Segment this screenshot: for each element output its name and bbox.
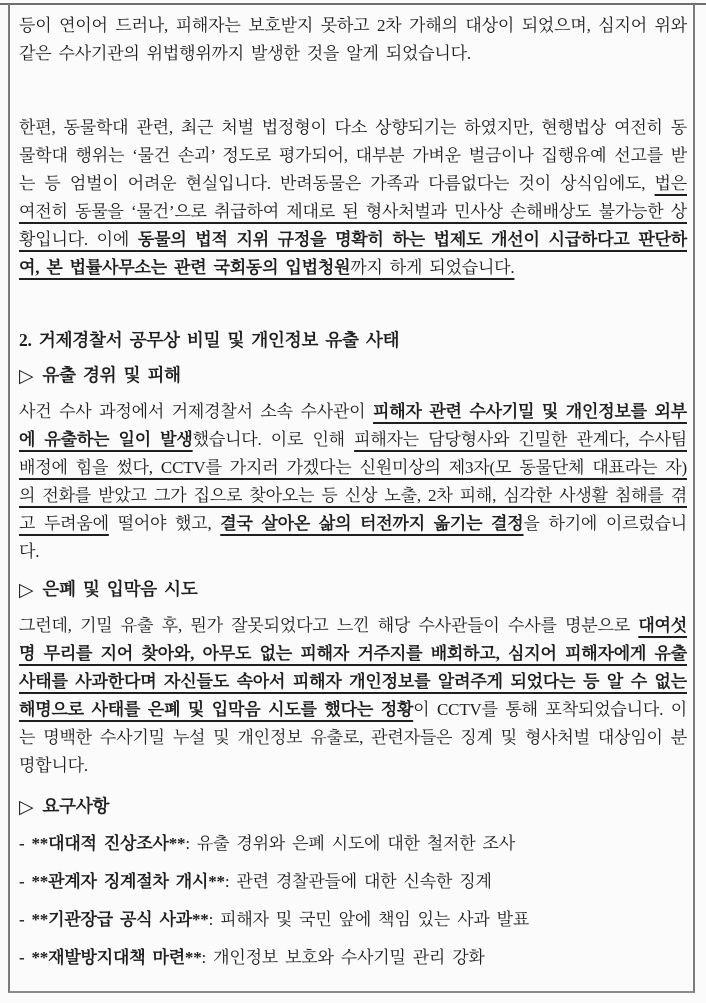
requirement-item-prevention [19, 944, 687, 972]
text-run-bold-underline: 동물의 법적 지위 규정을 명확히 하는 법제도 개선이 시급하다고 판단하여, 본 법률사무소는 관련 국회동의 입법청원 [19, 230, 688, 277]
paragraph-coverup-details [19, 612, 687, 780]
text-run: 떨어야 했고, [108, 514, 221, 533]
requirement-head: - **대대적 진상조사** [19, 834, 186, 853]
text-run: 이 CCTV를 통해 포착되었습니다. 이는 명백한 수사기밀 누설 및 개인정보 유출로, 관련자들은 징계 및 형사처벌 대상임이 분명합니다. [19, 700, 687, 775]
paragraph-animal-law [19, 114, 687, 282]
text-run-bold-underline: 대여섯명 무리를 지어 찾아와, 아무도 없는 피해자 거주지를 배회하고, 심지어 피해자에게 유출사태를 사과한다며 자신들도 속아서 피해자 개인정보를 알려주게 되었다는 등 알 수 없는 해명으로 사태를 은폐 및 입막음 시도를 했다는 정황 [19, 616, 687, 719]
requirement-body: : 개인정보 보호와 수사기밀 관리 강화 [201, 948, 485, 967]
subheading-coverup-attempt [19, 575, 687, 604]
text-run-underline: 법은 여전히 동물을 ‘물건’으로 취급하여 제대로 된 형사처벌과 민사상 손해배상도 불가능한 상황입니다. 이에 [19, 174, 687, 249]
section-heading-2 [19, 326, 687, 354]
subheading-text: 요구사항 [42, 796, 110, 816]
requirement-item-discipline [19, 868, 687, 896]
subheading-text: 유출 경위 및 피해 [42, 365, 181, 385]
section-heading-text: 2. 거제경찰서 공무상 비밀 및 개인정보 유출 사태 [19, 330, 400, 350]
requirement-head: - **관계자 징계절차 개시** [19, 872, 225, 891]
paragraph-secondary-harm [19, 12, 687, 68]
paragraph-leak-incident [19, 398, 687, 566]
text-run: 했습니다. 이로 인해 [192, 430, 355, 449]
requirement-item-apology [19, 906, 687, 934]
text-run: 사건 수사 과정에서 거제경찰서 소속 수사관이 [19, 402, 374, 421]
text-run-underline: 피해자는 담당형사와 긴밀한 관계다, 수사팀 배정에 힘을 썼다, CCTV를 가지러 가겠다는 신원미상의 제3자(모 동물단체 대표라는 자)의 전화를 받았고 그가 집으로 찾아오는 등 신상 노출, 2차 피해, 심각한 사생활 침해를 겪고 두려움에 [19, 430, 687, 533]
text-run-bold-underline: 결국 살아온 삶의 터전까지 옮기는 결정 [220, 514, 524, 533]
subheading-demands [19, 792, 687, 821]
triangle-bullet-icon: ▷ [19, 580, 34, 601]
requirement-head: - **재발방지대책 마련** [19, 948, 202, 967]
text-run: 한편, 동물학대 관련, 최근 처벌 법정형이 다소 상향되기는 하였지만, 현행법상 여전히 동물학대 행위는 ‘물건 손괴’ 정도로 평가되어, 대부분 가벼운 벌금이나 집행유예 선고를 받는 등 엄벌이 어려운 현실입니다. 반려동물은 가족과 다름없다는 것이 상식임에도, [19, 118, 687, 193]
text-run-underline: 까지 하게 되었습니다. [350, 258, 515, 277]
requirement-item-investigation [19, 830, 687, 858]
requirement-head: - **기관장급 공식 사과** [19, 910, 209, 929]
text-run-bold-underline: 피해자 관련 수사기밀 및 개인정보를 외부에 유출하는 일이 발생 [19, 402, 687, 449]
requirement-body: : 관련 경찰관들에 대한 신속한 징계 [224, 872, 492, 891]
requirement-body: : 피해자 및 국민 앞에 책임 있는 사과 발표 [208, 910, 530, 929]
triangle-bullet-icon: ▷ [19, 797, 34, 818]
triangle-bullet-icon: ▷ [19, 366, 34, 387]
subheading-text: 은폐 및 입막음 시도 [42, 579, 198, 599]
text-run: 등이 연이어 드러나, 피해자는 보호받지 못하고 2차 가해의 대상이 되었으며, 심지어 위와 같은 수사기관의 위법행위까지 발생한 것을 알게 되었습니다. [19, 16, 688, 63]
text-run: 그런데, 기밀 유출 후, 뭔가 잘못되었다고 느낀 해당 수사관들이 수사를 명분으로 [19, 616, 639, 635]
text-run: 을 하기에 이르렀습니다. [19, 514, 687, 561]
subheading-leak-details [19, 361, 687, 390]
requirement-body: : 유출 경위와 은폐 시도에 대한 철저한 조사 [185, 834, 515, 853]
